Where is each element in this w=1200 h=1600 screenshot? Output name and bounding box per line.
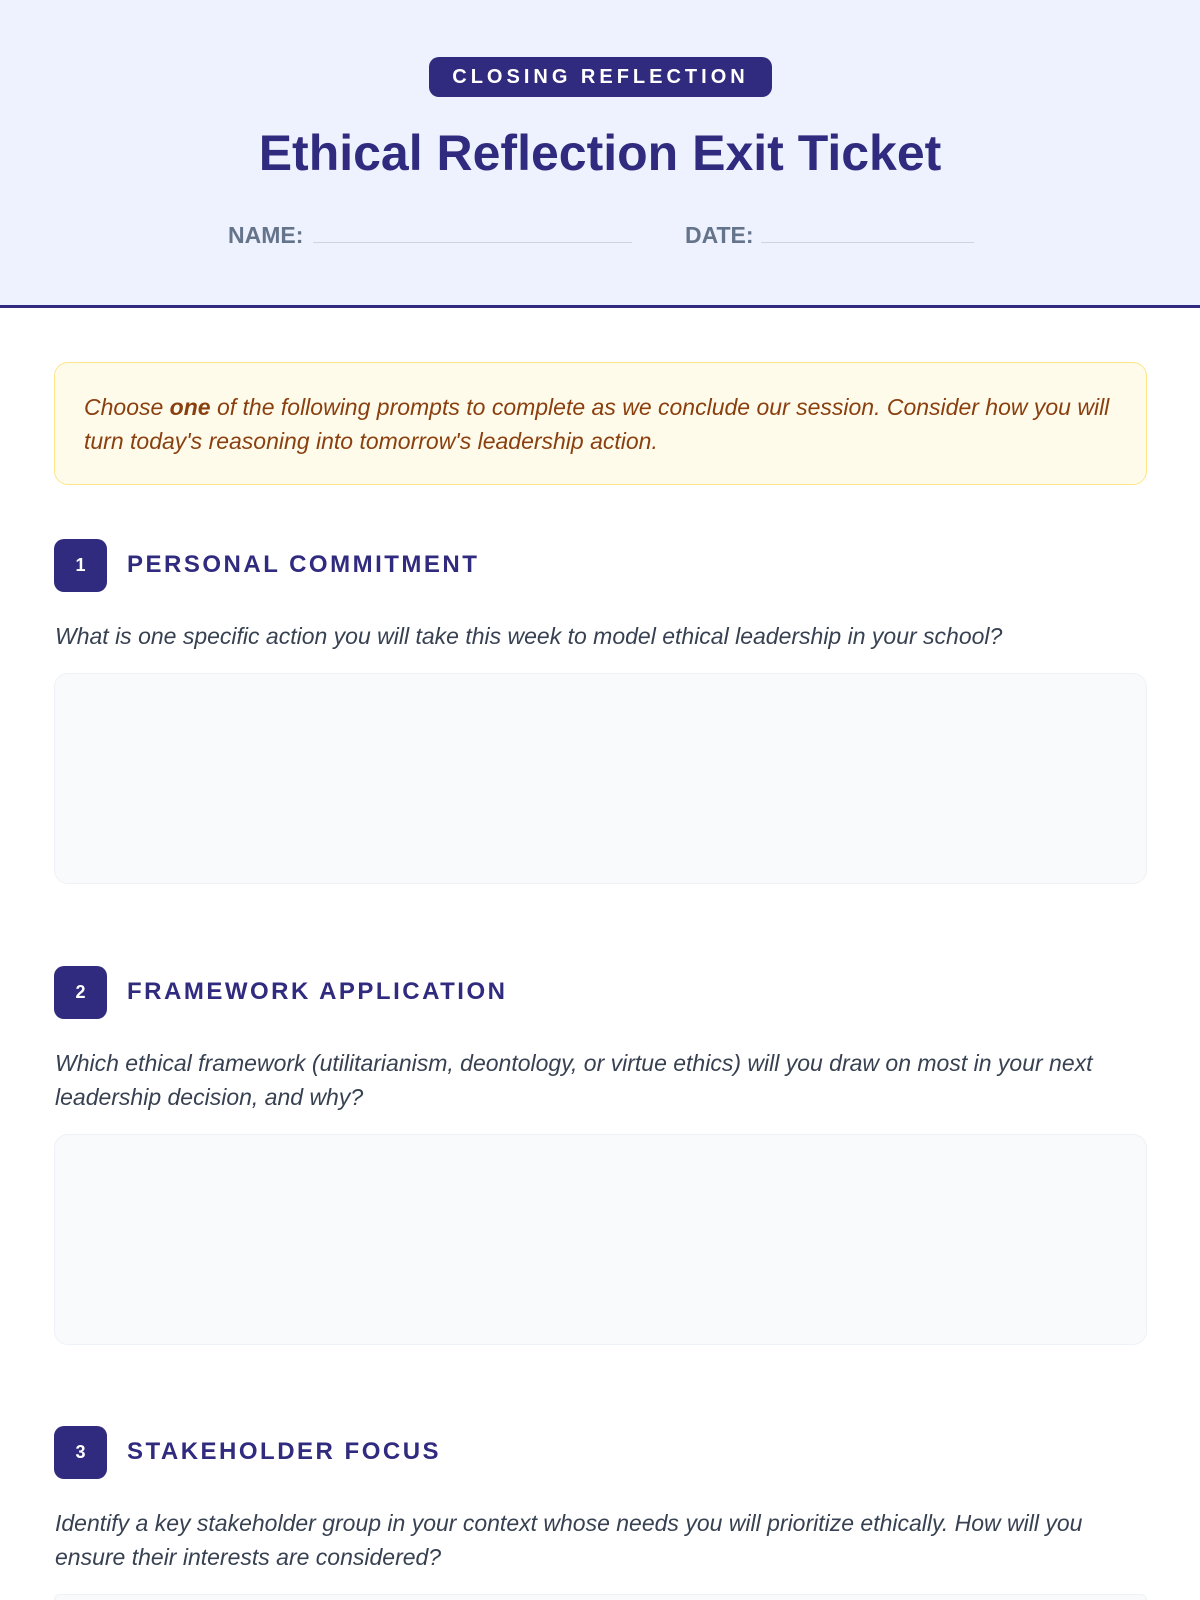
name-field-line[interactable] bbox=[313, 242, 632, 243]
page-title: Ethical Reflection Exit Ticket bbox=[258, 125, 942, 181]
section-prompt-3: Identify a key stakeholder group in your context whose needs you will prioritize ethically. How will you ensure their interests are considered? bbox=[55, 1510, 1083, 1570]
section-number-2: 2 bbox=[54, 966, 107, 1019]
section-title-stakeholder-focus: STAKEHOLDER FOCUS bbox=[127, 1438, 442, 1465]
section-prompt-2: Which ethical framework (utilitarianism, deontology, or virtue ethics) will you draw on most in your next leadership decision, and why? bbox=[55, 1050, 1093, 1110]
section-number-1: 1 bbox=[54, 539, 107, 592]
section-title-framework-application: FRAMEWORK APPLICATION bbox=[127, 978, 508, 1005]
answer-box-2[interactable] bbox=[54, 1134, 1147, 1345]
date-field-line[interactable] bbox=[761, 242, 974, 243]
instructions-text-before: Choose bbox=[84, 394, 170, 420]
date-label: DATE: bbox=[685, 222, 754, 248]
instructions-note bbox=[54, 362, 1147, 485]
closing-reflection-badge: CLOSING REFLECTION bbox=[429, 57, 772, 97]
section-prompt-1: What is one specific action you will take this week to model ethical leadership in your school? bbox=[55, 623, 1003, 649]
instructions-emphasis: one bbox=[169, 394, 211, 420]
name-label: NAME: bbox=[228, 222, 304, 248]
header-section bbox=[0, 0, 1200, 308]
section-title-personal-commitment: PERSONAL COMMITMENT bbox=[127, 551, 480, 578]
section-number-3: 3 bbox=[54, 1426, 107, 1479]
instructions-text-after: of the following prompts to complete as we conclude our session. Consider how you will turn today's reasoning into tomorrow's leadership action. bbox=[84, 394, 1110, 454]
answer-box-1[interactable] bbox=[54, 673, 1147, 884]
answer-box-3[interactable] bbox=[54, 1594, 1147, 1600]
